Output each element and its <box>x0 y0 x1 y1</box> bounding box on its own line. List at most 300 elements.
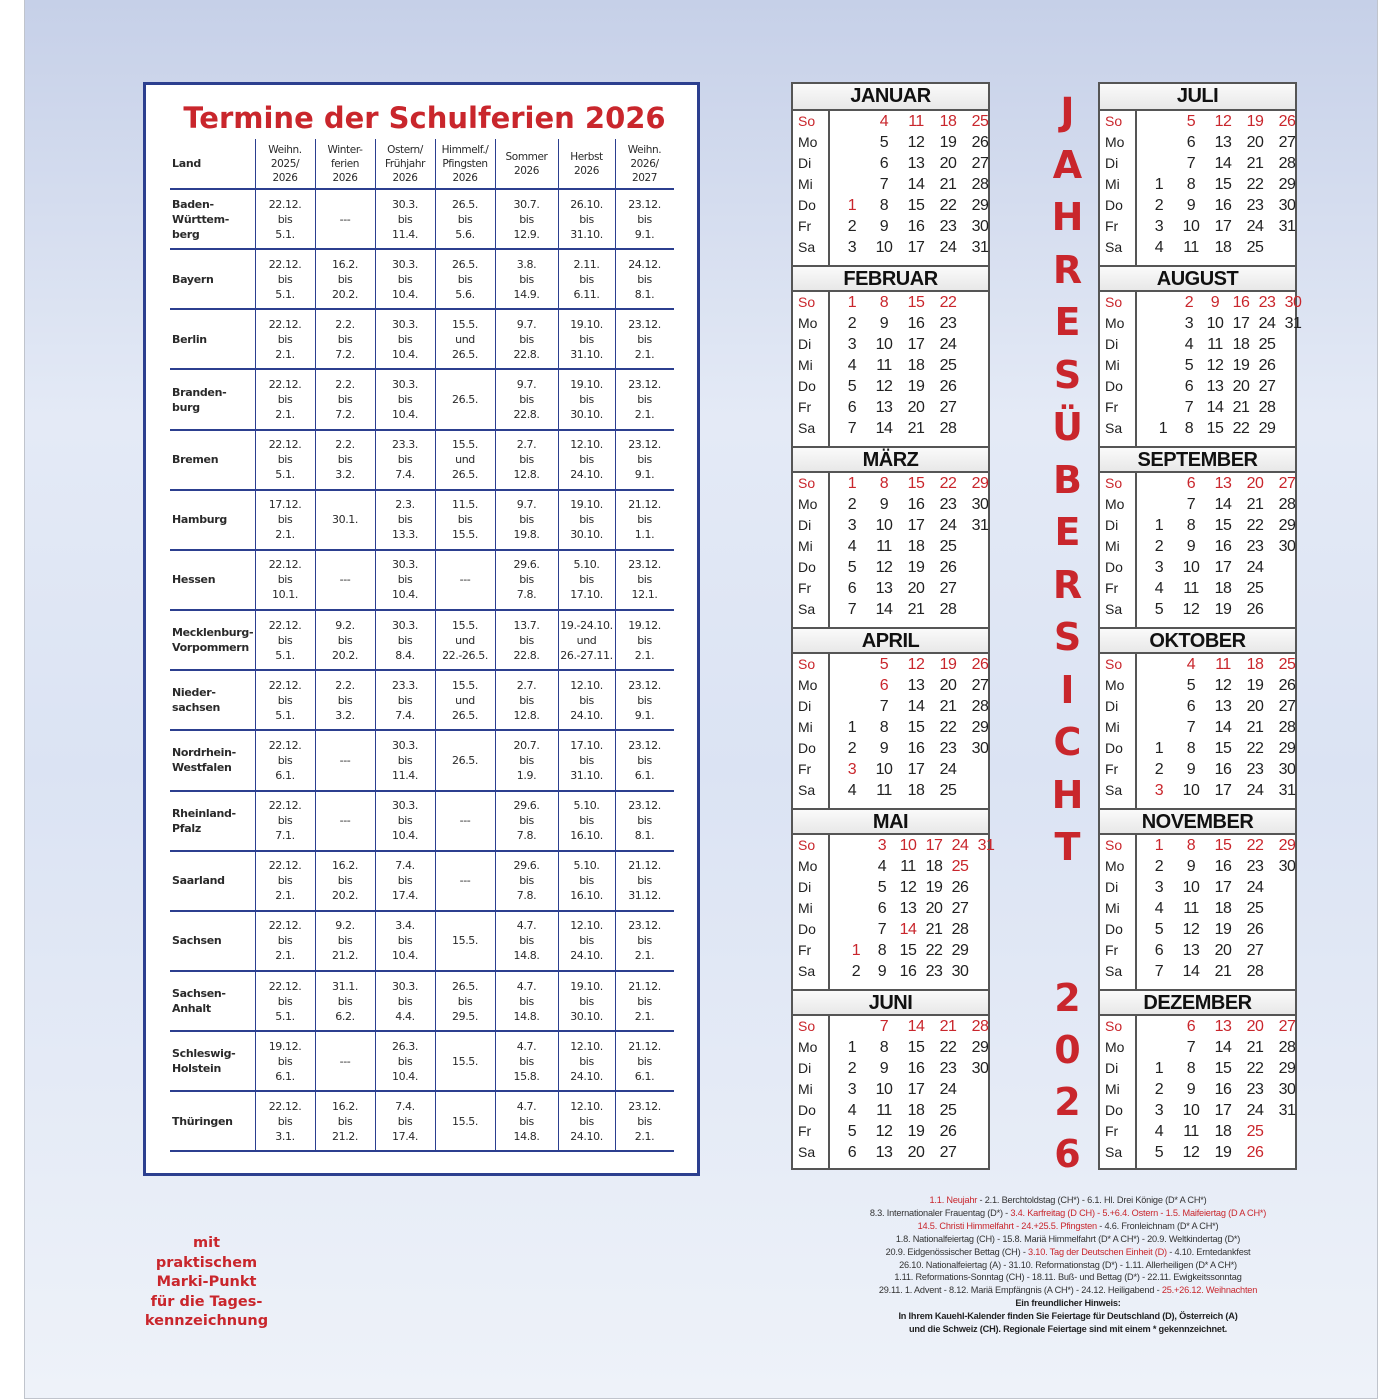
calendar-day[interactable]: 8 <box>879 719 889 736</box>
calendar-day[interactable]: 11 <box>1183 580 1199 597</box>
calendar-day[interactable]: 4 <box>847 1102 857 1119</box>
calendar-day[interactable]: 26 <box>971 656 989 673</box>
calendar-day[interactable]: 20 <box>1246 475 1264 492</box>
calendar-day[interactable]: 31 <box>1284 315 1302 332</box>
calendar-day[interactable]: 10 <box>1182 782 1200 799</box>
calendar-day[interactable]: 4 <box>847 782 857 799</box>
calendar-day[interactable]: 3 <box>877 837 887 854</box>
calendar-day[interactable]: 11 <box>1183 239 1199 256</box>
calendar-day[interactable]: 28 <box>1278 1039 1296 1056</box>
calendar-day[interactable]: 5 <box>1154 1144 1164 1161</box>
calendar-day[interactable]: 25 <box>939 782 957 799</box>
calendar-day[interactable]: 16 <box>907 740 925 757</box>
calendar-day[interactable]: 1 <box>851 942 861 959</box>
calendar-day[interactable]: 24 <box>1246 218 1264 235</box>
calendar-day[interactable]: 12 <box>1182 921 1200 938</box>
calendar-day[interactable]: 20 <box>925 900 943 917</box>
calendar-day[interactable]: 21 <box>939 1018 957 1035</box>
calendar-day[interactable]: 1 <box>1154 1060 1164 1077</box>
calendar-day[interactable]: 18 <box>1214 1123 1232 1140</box>
calendar-day[interactable]: 31 <box>1278 782 1296 799</box>
calendar-day[interactable]: 27 <box>951 900 969 917</box>
calendar-day[interactable]: 12 <box>1214 677 1232 694</box>
calendar-day[interactable]: 25 <box>1246 580 1264 597</box>
calendar-day[interactable]: 7 <box>879 176 889 193</box>
calendar-day[interactable]: 22 <box>925 942 943 959</box>
calendar-day[interactable]: 7 <box>877 921 887 938</box>
calendar-day[interactable]: 5 <box>847 559 857 576</box>
calendar-day[interactable]: 2 <box>847 496 857 513</box>
calendar-day[interactable]: 20 <box>1232 378 1250 395</box>
calendar-day[interactable]: 8 <box>879 1039 889 1056</box>
calendar-day[interactable]: 27 <box>1278 134 1296 151</box>
calendar-day[interactable]: 14 <box>875 601 893 618</box>
calendar-day[interactable]: 14 <box>1214 1039 1232 1056</box>
calendar-day[interactable]: 30 <box>971 740 989 757</box>
calendar-day[interactable]: 8 <box>879 294 889 311</box>
calendar-day[interactable]: 30 <box>951 963 969 980</box>
calendar-day[interactable]: 26 <box>1278 677 1296 694</box>
calendar-day[interactable]: 7 <box>847 420 857 437</box>
calendar-day[interactable]: 19 <box>1214 601 1232 618</box>
calendar-day[interactable]: 8 <box>879 475 889 492</box>
calendar-day[interactable]: 22 <box>1246 1060 1264 1077</box>
calendar-day[interactable]: 6 <box>847 1144 857 1161</box>
calendar-day[interactable]: 4 <box>1186 656 1196 673</box>
calendar-day[interactable]: 23 <box>925 963 943 980</box>
calendar-day[interactable]: 1 <box>1158 420 1168 437</box>
calendar-day[interactable]: 5 <box>1186 677 1196 694</box>
calendar-day[interactable]: 4 <box>879 113 889 130</box>
calendar-day[interactable]: 23 <box>1246 197 1264 214</box>
calendar-day[interactable]: 13 <box>1214 134 1232 151</box>
calendar-day[interactable]: 20 <box>1246 698 1264 715</box>
calendar-day[interactable]: 22 <box>939 475 957 492</box>
calendar-day[interactable]: 31 <box>971 239 989 256</box>
calendar-day[interactable]: 8 <box>1184 420 1194 437</box>
calendar-day[interactable]: 24 <box>939 336 957 353</box>
calendar-day[interactable]: 22 <box>939 1039 957 1056</box>
calendar-day[interactable]: 13 <box>875 1144 893 1161</box>
calendar-day[interactable]: 7 <box>1186 719 1196 736</box>
calendar-day[interactable]: 6 <box>1186 698 1196 715</box>
calendar-day[interactable]: 29 <box>1278 1060 1296 1077</box>
calendar-day[interactable]: 23 <box>939 496 957 513</box>
calendar-day[interactable]: 12 <box>899 879 917 896</box>
calendar-day[interactable]: 2 <box>1154 858 1164 875</box>
calendar-day[interactable]: 9 <box>1186 197 1196 214</box>
calendar-day[interactable]: 1 <box>847 294 857 311</box>
calendar-day[interactable]: 15 <box>899 942 917 959</box>
calendar-day[interactable]: 21 <box>939 698 957 715</box>
calendar-day[interactable]: 8 <box>877 942 887 959</box>
calendar-day[interactable]: 7 <box>1184 399 1194 416</box>
calendar-day[interactable]: 16 <box>1214 858 1232 875</box>
calendar-day[interactable]: 27 <box>1278 698 1296 715</box>
calendar-day[interactable]: 18 <box>1214 239 1232 256</box>
calendar-day[interactable]: 29 <box>971 719 989 736</box>
calendar-day[interactable]: 17 <box>907 517 925 534</box>
calendar-day[interactable]: 19 <box>907 1123 925 1140</box>
calendar-day[interactable]: 9 <box>879 315 889 332</box>
calendar-day[interactable]: 19 <box>939 134 957 151</box>
calendar-day[interactable]: 16 <box>907 496 925 513</box>
calendar-day[interactable]: 25 <box>951 858 969 875</box>
calendar-day[interactable]: 28 <box>939 601 957 618</box>
calendar-day[interactable]: 17 <box>907 761 925 778</box>
calendar-day[interactable]: 26 <box>939 378 957 395</box>
calendar-day[interactable]: 23 <box>1246 1081 1264 1098</box>
calendar-day[interactable]: 4 <box>847 357 857 374</box>
calendar-day[interactable]: 10 <box>1182 559 1200 576</box>
calendar-day[interactable]: 15 <box>907 475 925 492</box>
calendar-day[interactable]: 29 <box>971 475 989 492</box>
calendar-day[interactable]: 9 <box>879 218 889 235</box>
calendar-day[interactable]: 15 <box>1214 517 1232 534</box>
calendar-day[interactable]: 3 <box>1184 315 1194 332</box>
calendar-day[interactable]: 1 <box>1154 740 1164 757</box>
calendar-day[interactable]: 5 <box>1154 921 1164 938</box>
calendar-day[interactable]: 1 <box>847 1039 857 1056</box>
calendar-day[interactable]: 20 <box>907 1144 925 1161</box>
calendar-day[interactable]: 8 <box>1186 837 1196 854</box>
calendar-day[interactable]: 17 <box>925 837 943 854</box>
calendar-day[interactable]: 4 <box>1154 1123 1164 1140</box>
calendar-day[interactable]: 23 <box>939 315 957 332</box>
calendar-day[interactable]: 6 <box>847 399 857 416</box>
calendar-day[interactable]: 15 <box>907 1039 925 1056</box>
calendar-day[interactable]: 17 <box>1214 559 1232 576</box>
calendar-day[interactable]: 21 <box>1214 963 1232 980</box>
calendar-day[interactable]: 13 <box>899 900 917 917</box>
calendar-day[interactable]: 24 <box>939 239 957 256</box>
calendar-day[interactable]: 17 <box>907 336 925 353</box>
calendar-day[interactable]: 21 <box>1246 496 1264 513</box>
calendar-day[interactable]: 19 <box>907 378 925 395</box>
calendar-day[interactable]: 30 <box>971 1060 989 1077</box>
calendar-day[interactable]: 24 <box>939 517 957 534</box>
calendar-day[interactable]: 22 <box>939 294 957 311</box>
calendar-day[interactable]: 11 <box>876 1102 892 1119</box>
calendar-day[interactable]: 3 <box>847 517 857 534</box>
calendar-day[interactable]: 6 <box>879 155 889 172</box>
calendar-day[interactable]: 29 <box>1278 517 1296 534</box>
calendar-day[interactable]: 14 <box>907 698 925 715</box>
calendar-day[interactable]: 26 <box>1246 601 1264 618</box>
calendar-day[interactable]: 12 <box>907 134 925 151</box>
calendar-day[interactable]: 16 <box>1214 761 1232 778</box>
calendar-day[interactable]: 1 <box>847 475 857 492</box>
calendar-day[interactable]: 12 <box>1206 357 1224 374</box>
calendar-day[interactable]: 6 <box>1154 942 1164 959</box>
calendar-day[interactable]: 22 <box>1246 517 1264 534</box>
calendar-day[interactable]: 13 <box>1214 475 1232 492</box>
calendar-day[interactable]: 1 <box>1154 837 1164 854</box>
calendar-day[interactable]: 17 <box>1214 218 1232 235</box>
calendar-day[interactable]: 28 <box>1278 155 1296 172</box>
calendar-day[interactable]: 6 <box>1184 378 1194 395</box>
calendar-day[interactable]: 16 <box>1214 197 1232 214</box>
calendar-day[interactable]: 26 <box>1278 113 1296 130</box>
calendar-day[interactable]: 20 <box>939 677 957 694</box>
calendar-day[interactable]: 12 <box>1214 113 1232 130</box>
calendar-day[interactable]: 21 <box>907 420 925 437</box>
calendar-day[interactable]: 15 <box>1214 1060 1232 1077</box>
calendar-day[interactable]: 29 <box>1258 420 1276 437</box>
calendar-day[interactable]: 6 <box>1186 475 1196 492</box>
calendar-day[interactable]: 12 <box>907 656 925 673</box>
calendar-day[interactable]: 22 <box>1246 740 1264 757</box>
calendar-day[interactable]: 5 <box>879 134 889 151</box>
calendar-day[interactable]: 28 <box>1278 719 1296 736</box>
calendar-day[interactable]: 16 <box>1214 538 1232 555</box>
calendar-day[interactable]: 24 <box>1246 1102 1264 1119</box>
calendar-day[interactable]: 4 <box>1154 580 1164 597</box>
calendar-day[interactable]: 22 <box>1246 837 1264 854</box>
calendar-day[interactable]: 25 <box>1246 1123 1264 1140</box>
calendar-day[interactable]: 20 <box>1246 134 1264 151</box>
calendar-day[interactable]: 15 <box>907 197 925 214</box>
calendar-day[interactable]: 18 <box>1232 336 1250 353</box>
calendar-day[interactable]: 14 <box>875 420 893 437</box>
calendar-day[interactable]: 10 <box>1182 218 1200 235</box>
calendar-day[interactable]: 18 <box>907 357 925 374</box>
calendar-day[interactable]: 2 <box>851 963 861 980</box>
calendar-day[interactable]: 17 <box>1232 315 1250 332</box>
calendar-day[interactable]: 20 <box>939 155 957 172</box>
calendar-day[interactable]: 23 <box>1246 538 1264 555</box>
calendar-day[interactable]: 14 <box>907 176 925 193</box>
calendar-day[interactable]: 13 <box>875 399 893 416</box>
calendar-day[interactable]: 24 <box>951 837 969 854</box>
calendar-day[interactable]: 9 <box>1210 294 1220 311</box>
calendar-day[interactable]: 13 <box>1182 942 1200 959</box>
calendar-day[interactable]: 8 <box>1186 517 1196 534</box>
calendar-day[interactable]: 16 <box>899 963 917 980</box>
calendar-day[interactable]: 17 <box>1214 782 1232 799</box>
calendar-day[interactable]: 10 <box>875 336 893 353</box>
calendar-day[interactable]: 24 <box>1246 559 1264 576</box>
calendar-day[interactable]: 13 <box>1214 698 1232 715</box>
calendar-day[interactable]: 21 <box>939 176 957 193</box>
calendar-day[interactable]: 7 <box>847 601 857 618</box>
calendar-day[interactable]: 18 <box>907 782 925 799</box>
calendar-day[interactable]: 2 <box>847 1060 857 1077</box>
calendar-day[interactable]: 2 <box>847 218 857 235</box>
calendar-day[interactable]: 10 <box>875 517 893 534</box>
calendar-day[interactable]: 17 <box>1214 879 1232 896</box>
calendar-day[interactable]: 5 <box>847 378 857 395</box>
calendar-day[interactable]: 4 <box>877 858 887 875</box>
calendar-day[interactable]: 3 <box>847 1081 857 1098</box>
calendar-day[interactable]: 5 <box>1154 601 1164 618</box>
calendar-day[interactable]: 12 <box>1182 601 1200 618</box>
calendar-day[interactable]: 25 <box>1258 336 1276 353</box>
calendar-day[interactable]: 10 <box>899 837 917 854</box>
calendar-day[interactable]: 13 <box>907 155 925 172</box>
calendar-day[interactable]: 27 <box>971 677 989 694</box>
calendar-day[interactable]: 2 <box>1154 1081 1164 1098</box>
calendar-day[interactable]: 27 <box>1258 378 1276 395</box>
calendar-day[interactable]: 9 <box>877 963 887 980</box>
calendar-day[interactable]: 31 <box>977 837 995 854</box>
calendar-day[interactable]: 29 <box>1278 837 1296 854</box>
calendar-day[interactable]: 15 <box>1214 740 1232 757</box>
calendar-day[interactable]: 14 <box>1182 963 1200 980</box>
calendar-day[interactable]: 11 <box>1207 336 1223 353</box>
calendar-day[interactable]: 16 <box>907 315 925 332</box>
calendar-day[interactable]: 11 <box>900 858 916 875</box>
calendar-day[interactable]: 12 <box>1182 1144 1200 1161</box>
calendar-day[interactable]: 13 <box>907 677 925 694</box>
calendar-day[interactable]: 31 <box>971 517 989 534</box>
calendar-day[interactable]: 25 <box>939 1102 957 1119</box>
calendar-day[interactable]: 29 <box>971 1039 989 1056</box>
calendar-day[interactable]: 24 <box>1246 782 1264 799</box>
calendar-day[interactable]: 1 <box>1154 517 1164 534</box>
calendar-day[interactable]: 10 <box>875 239 893 256</box>
calendar-day[interactable]: 2 <box>847 740 857 757</box>
calendar-day[interactable]: 14 <box>907 1018 925 1035</box>
calendar-day[interactable]: 7 <box>1154 963 1164 980</box>
calendar-day[interactable]: 9 <box>879 1060 889 1077</box>
calendar-day[interactable]: 30 <box>1278 197 1296 214</box>
calendar-day[interactable]: 19 <box>1232 357 1250 374</box>
calendar-day[interactable]: 5 <box>1186 113 1196 130</box>
calendar-day[interactable]: 26 <box>971 134 989 151</box>
calendar-day[interactable]: 26 <box>951 879 969 896</box>
calendar-day[interactable]: 10 <box>875 761 893 778</box>
calendar-day[interactable]: 11 <box>1183 900 1199 917</box>
calendar-day[interactable]: 27 <box>939 580 957 597</box>
calendar-day[interactable]: 17 <box>907 1081 925 1098</box>
calendar-day[interactable]: 4 <box>847 538 857 555</box>
calendar-day[interactable]: 28 <box>1246 963 1264 980</box>
calendar-day[interactable]: 30 <box>1278 761 1296 778</box>
calendar-day[interactable]: 7 <box>1186 1039 1196 1056</box>
calendar-day[interactable]: 24 <box>939 1081 957 1098</box>
calendar-day[interactable]: 18 <box>907 538 925 555</box>
calendar-day[interactable]: 11 <box>876 782 892 799</box>
calendar-day[interactable]: 2 <box>1154 197 1164 214</box>
calendar-day[interactable]: 18 <box>907 1102 925 1119</box>
calendar-day[interactable]: 10 <box>1182 1102 1200 1119</box>
calendar-day[interactable]: 3 <box>847 336 857 353</box>
calendar-day[interactable]: 28 <box>971 1018 989 1035</box>
calendar-day[interactable]: 14 <box>899 921 917 938</box>
calendar-day[interactable]: 11 <box>1183 1123 1199 1140</box>
calendar-day[interactable]: 6 <box>879 677 889 694</box>
calendar-day[interactable]: 9 <box>879 496 889 513</box>
calendar-day[interactable]: 15 <box>1214 837 1232 854</box>
calendar-day[interactable]: 19 <box>1246 677 1264 694</box>
calendar-day[interactable]: 29 <box>951 942 969 959</box>
calendar-day[interactable]: 10 <box>875 1081 893 1098</box>
calendar-day[interactable]: 21 <box>1246 1039 1264 1056</box>
calendar-day[interactable]: 28 <box>951 921 969 938</box>
calendar-day[interactable]: 14 <box>1214 496 1232 513</box>
calendar-day[interactable]: 14 <box>1214 155 1232 172</box>
calendar-day[interactable]: 26 <box>939 559 957 576</box>
calendar-day[interactable]: 25 <box>939 357 957 374</box>
calendar-day[interactable]: 23 <box>939 218 957 235</box>
calendar-day[interactable]: 3 <box>1154 782 1164 799</box>
calendar-day[interactable]: 4 <box>1154 239 1164 256</box>
calendar-day[interactable]: 8 <box>1186 176 1196 193</box>
calendar-day[interactable]: 22 <box>1232 420 1250 437</box>
calendar-day[interactable]: 27 <box>939 1144 957 1161</box>
calendar-day[interactable]: 18 <box>1246 656 1264 673</box>
calendar-day[interactable]: 2 <box>1184 294 1194 311</box>
calendar-day[interactable]: 11 <box>876 357 892 374</box>
calendar-day[interactable]: 19 <box>939 656 957 673</box>
calendar-day[interactable]: 14 <box>1214 719 1232 736</box>
calendar-day[interactable]: 7 <box>879 698 889 715</box>
calendar-day[interactable]: 28 <box>971 176 989 193</box>
calendar-day[interactable]: 17 <box>1214 1102 1232 1119</box>
calendar-day[interactable]: 21 <box>1232 399 1250 416</box>
calendar-day[interactable]: 22 <box>939 197 957 214</box>
calendar-day[interactable]: 30 <box>971 496 989 513</box>
calendar-day[interactable]: 9 <box>1186 858 1196 875</box>
calendar-day[interactable]: 8 <box>1186 740 1196 757</box>
calendar-day[interactable]: 25 <box>1246 900 1264 917</box>
calendar-day[interactable]: 20 <box>1214 942 1232 959</box>
calendar-day[interactable]: 3 <box>1154 879 1164 896</box>
calendar-day[interactable]: 3 <box>1154 218 1164 235</box>
calendar-day[interactable]: 5 <box>847 1123 857 1140</box>
calendar-day[interactable]: 12 <box>875 1123 893 1140</box>
calendar-day[interactable]: 4 <box>1184 336 1194 353</box>
calendar-day[interactable]: 18 <box>1214 580 1232 597</box>
calendar-day[interactable]: 24 <box>939 761 957 778</box>
calendar-day[interactable]: 19 <box>907 559 925 576</box>
calendar-day[interactable]: 11 <box>876 538 892 555</box>
calendar-day[interactable]: 9 <box>1186 1081 1196 1098</box>
calendar-day[interactable]: 2 <box>847 315 857 332</box>
calendar-day[interactable]: 26 <box>1246 921 1264 938</box>
calendar-day[interactable]: 3 <box>847 239 857 256</box>
calendar-day[interactable]: 2 <box>1154 538 1164 555</box>
calendar-day[interactable]: 27 <box>1246 942 1264 959</box>
calendar-day[interactable]: 25 <box>939 538 957 555</box>
calendar-day[interactable]: 5 <box>879 656 889 673</box>
calendar-day[interactable]: 25 <box>1278 656 1296 673</box>
calendar-day[interactable]: 6 <box>877 900 887 917</box>
calendar-day[interactable]: 25 <box>1246 239 1264 256</box>
calendar-day[interactable]: 14 <box>1206 399 1224 416</box>
calendar-day[interactable]: 15 <box>907 719 925 736</box>
calendar-day[interactable]: 18 <box>925 858 943 875</box>
calendar-day[interactable]: 16 <box>1232 294 1250 311</box>
calendar-day[interactable]: 16 <box>907 218 925 235</box>
calendar-day[interactable]: 31 <box>1278 1102 1296 1119</box>
calendar-day[interactable]: 23 <box>1246 858 1264 875</box>
calendar-day[interactable]: 25 <box>971 113 989 130</box>
calendar-day[interactable]: 28 <box>1258 399 1276 416</box>
calendar-day[interactable]: 18 <box>939 113 957 130</box>
calendar-day[interactable]: 26 <box>1246 1144 1264 1161</box>
calendar-day[interactable]: 29 <box>971 197 989 214</box>
calendar-day[interactable]: 9 <box>1186 538 1196 555</box>
calendar-day[interactable]: 21 <box>1246 155 1264 172</box>
calendar-day[interactable]: 9 <box>1186 761 1196 778</box>
calendar-day[interactable]: 11 <box>908 113 924 130</box>
calendar-day[interactable]: 21 <box>925 921 943 938</box>
calendar-day[interactable]: 7 <box>1186 496 1196 513</box>
calendar-day[interactable]: 10 <box>1182 879 1200 896</box>
calendar-day[interactable]: 6 <box>847 580 857 597</box>
